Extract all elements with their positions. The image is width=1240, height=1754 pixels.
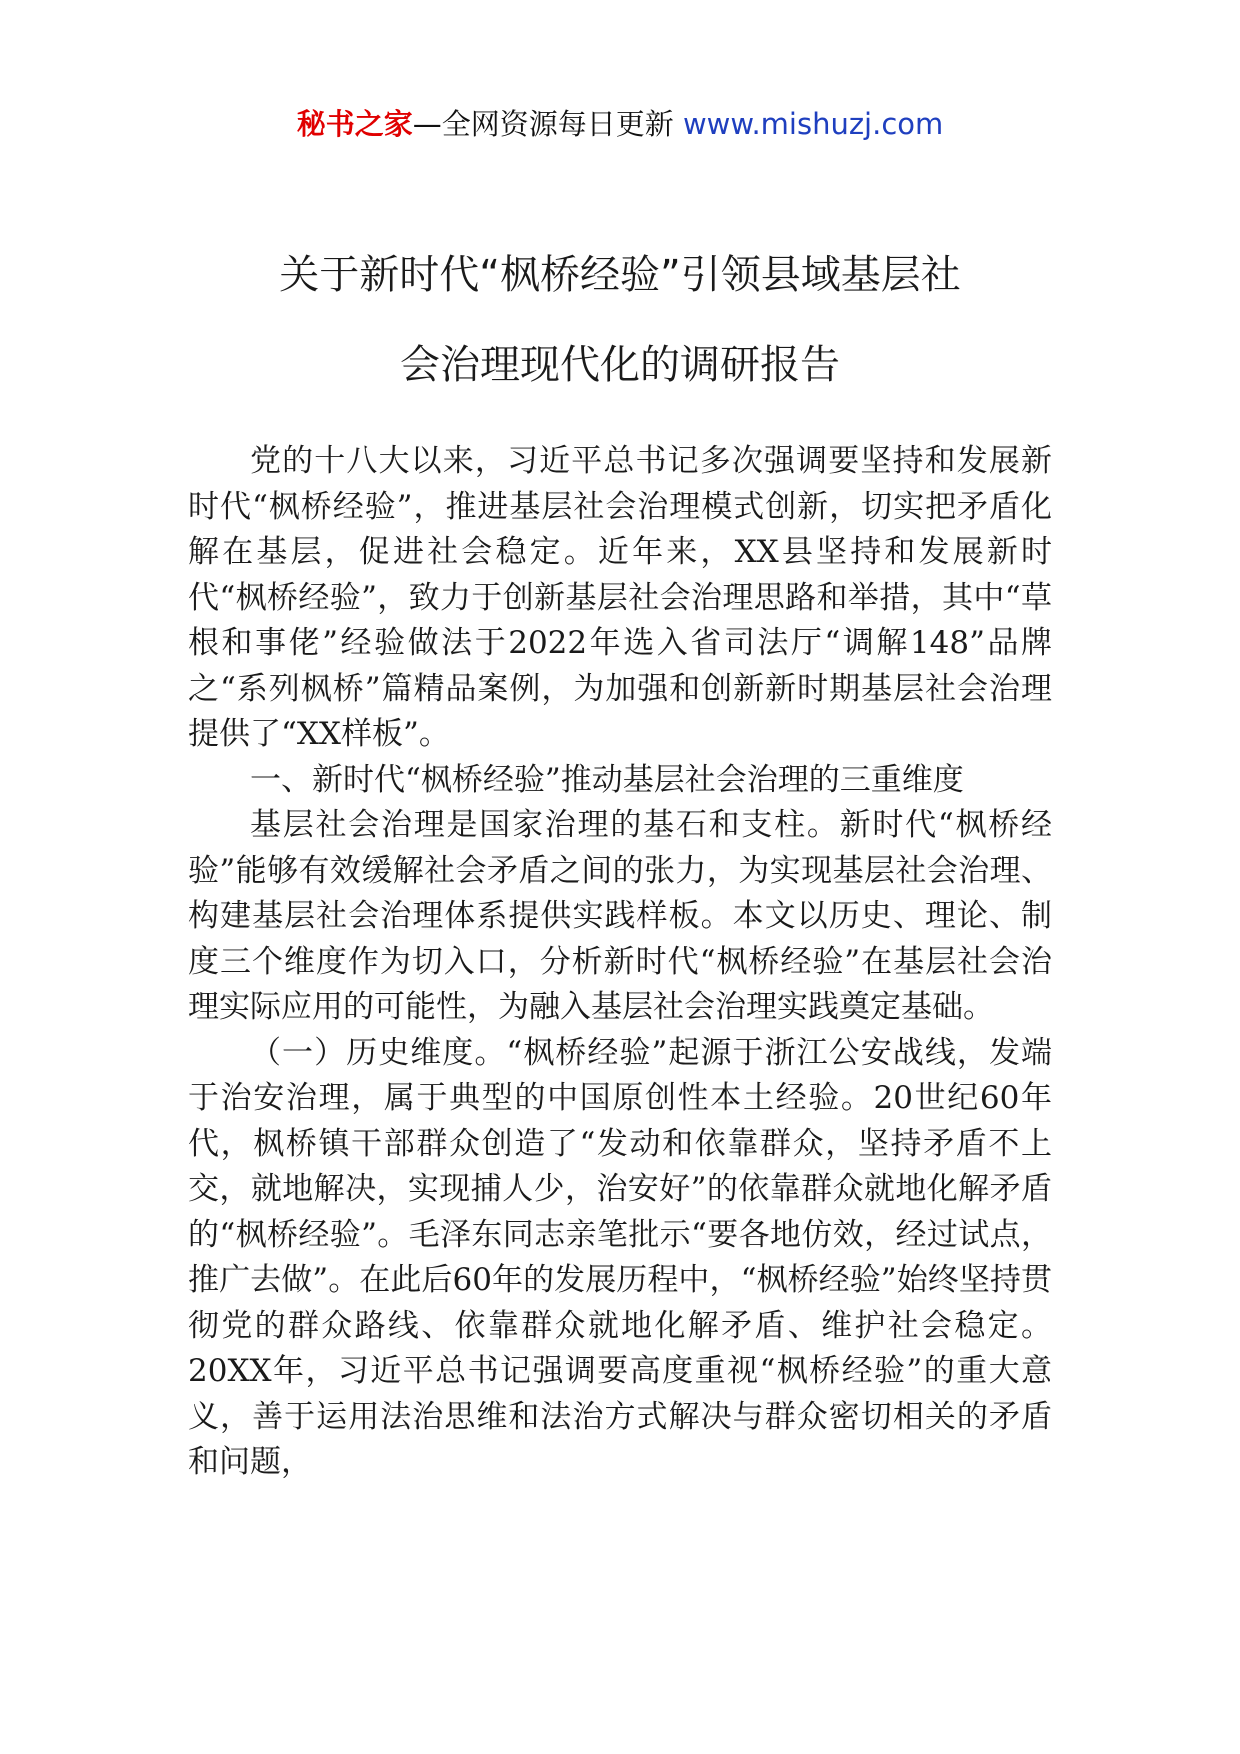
site-banner [0, 104, 1240, 144]
banner-tagline: —全网资源每日更新 [412, 107, 674, 141]
site-url-link[interactable]: www.mishuzj.com [682, 107, 944, 141]
brand-name: 秘书之家 [296, 107, 413, 141]
title-line-1: 关于新时代“枫桥经验”引领县域基层社 [279, 252, 961, 298]
section-heading: 一、新时代“枫桥经验”推动基层社会治理的三重维度 [250, 761, 964, 798]
title-line-2: 会治理现代化的调研报告 [400, 342, 840, 388]
document-body [188, 439, 1052, 1486]
paragraph-intro: 党的十八大以来，习近平总书记多次强调要坚持和发展新时代“枫桥经验”，推进基层社会治理模式创新，切实把矛盾化解在基层，促进社会稳定。近年来，XX县坚持和发展新时代“枫桥经验”，致力于创新基层社会治理思路和举措，其中“草根和事佬”经验做法于2022年选入省司法厅“调解148”品牌之“系列枫桥”篇精品案例，为加强和创新新时期基层社会治理提供了“XX样板”。 [188, 443, 1052, 752]
paragraph-history: （一）历史维度。“枫桥经验”起源于浙江公安战线，发端于治安治理，属于典型的中国原创性本土经验。20世纪60年代，枫桥镇干部群众创造了“发动和依靠群众，坚持矛盾不上交，就地解决，实现捕人少，治安好”的依靠群众就地化解矛盾的“枫桥经验”。毛泽东同志亲笔批示“要各地仿效，经过试点，推广去做”。在此后60年的发展历程中，“枫桥经验”始终坚持贯彻党的群众路线、依靠群众就地化解矛盾、维护社会稳定。20XX年，习近平总书记强调要高度重视“枫桥经验”的重大意义，善于运用法治思维和法治方式解决与群众密切相关的矛盾和问题， [188, 1034, 1052, 1480]
document-title [188, 230, 1052, 410]
paragraph-overview: 基层社会治理是国家治理的基石和支柱。新时代“枫桥经验”能够有效缓解社会矛盾之间的张力，为实现基层社会治理、构建基层社会治理体系提供实践样板。本文以历史、理论、制度三个维度作为切入口，分析新时代“枫桥经验”在基层社会治理实际应用的可能性，为融入基层社会治理实践奠定基础。 [188, 807, 1052, 1025]
